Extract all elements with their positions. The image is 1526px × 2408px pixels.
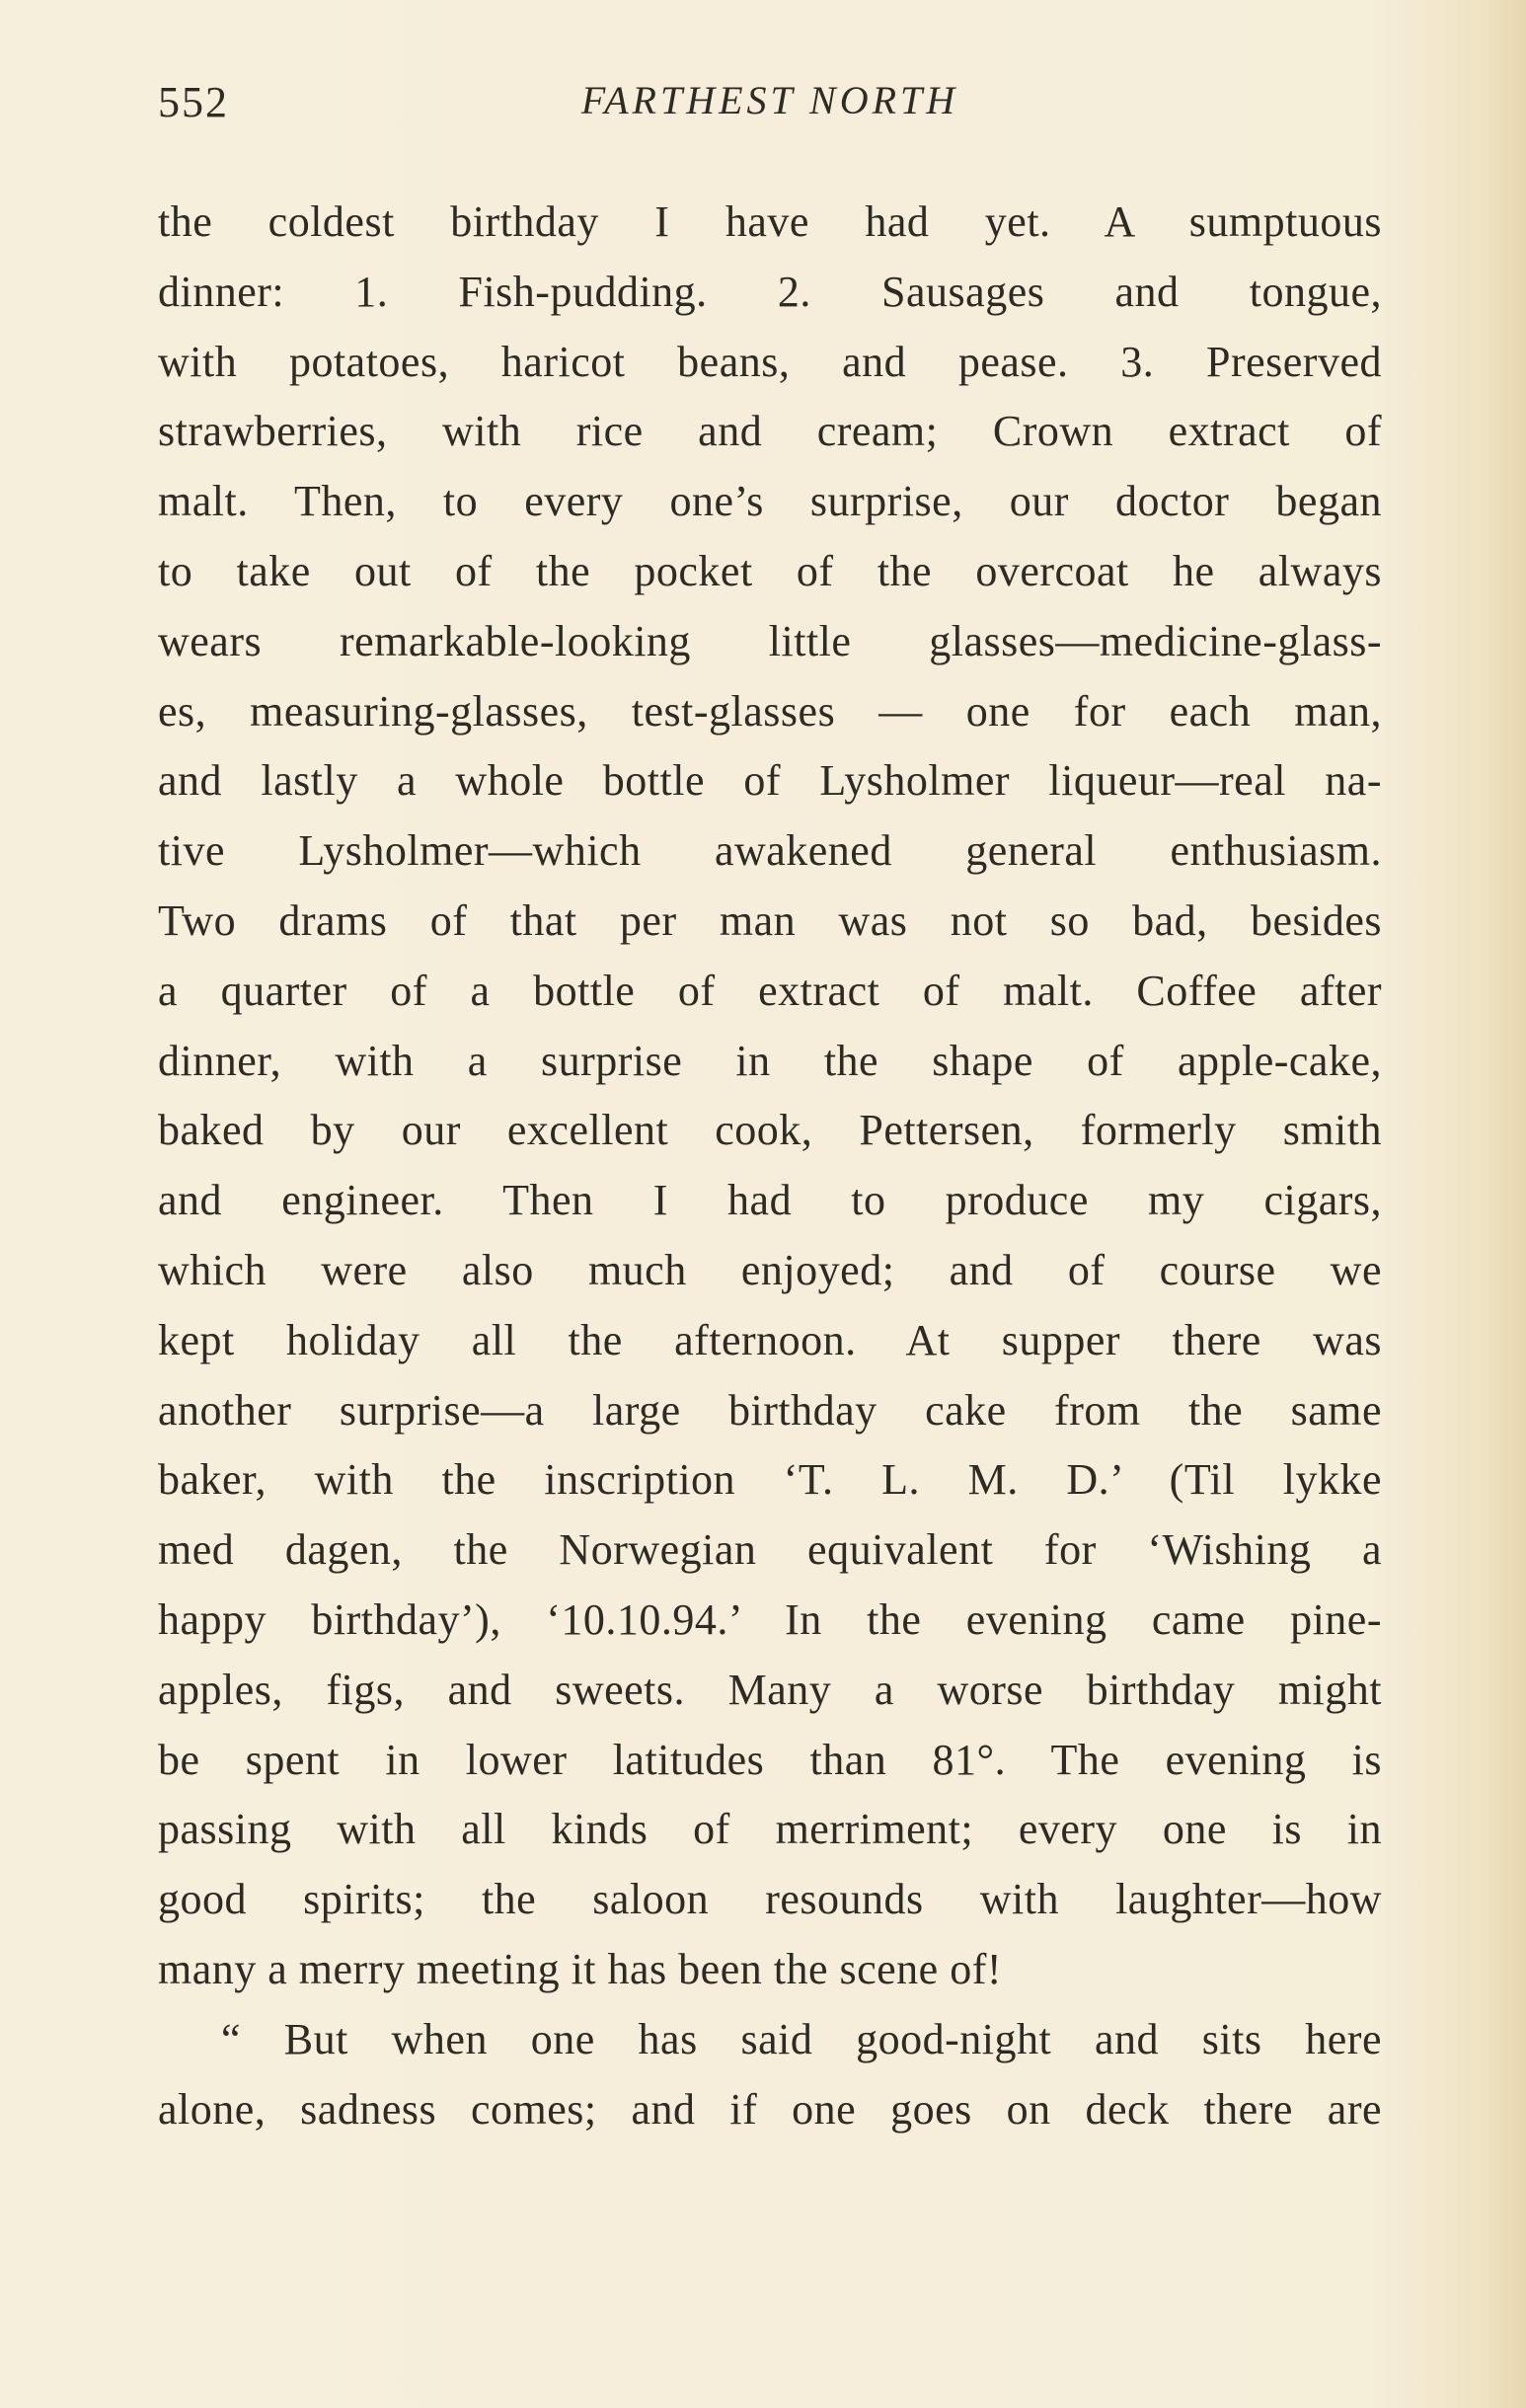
text-line: Two drams of that per man was not so bad, besides — [158, 895, 1382, 945]
text-line: dinner: 1. Fish-pudding. 2. Sausages and tongue, — [158, 267, 1382, 316]
text-line: and engineer. Then I had to produce my cigars, — [158, 1176, 1382, 1225]
text-line: a quarter of a bottle of extract of malt. Coffee after — [158, 966, 1382, 1015]
text-line: kept holiday all the afternoon. At supper there was — [158, 1315, 1382, 1364]
text-line: happy birthday’), ‘10.10.94.’ In the evening came pine- — [158, 1594, 1382, 1644]
text-line: another surprise—a large birthday cake from the same — [158, 1385, 1382, 1435]
page-header — [158, 77, 1382, 136]
text-line: strawberries, with rice and cream; Crown extract of — [158, 407, 1382, 456]
text-line: wears remarkable-looking little glasses—medicine-glass- — [158, 616, 1382, 665]
text-line: be spent in lower latitudes than 81°. The evening is — [158, 1735, 1382, 1784]
body-text — [158, 188, 1382, 2144]
text-line: “ But when one has said good-night and sits here — [221, 2014, 1382, 2063]
text-line: many a merry meeting it has been the scene of! — [158, 1944, 1003, 1993]
text-line: malt. Then, to every one’s surprise, our doctor began — [158, 477, 1382, 526]
text-line: med dagen, the Norwegian equivalent for ‘Wishing a — [158, 1525, 1382, 1575]
text-line: tive Lysholmer—which awakened general enthusiasm. — [158, 826, 1382, 876]
text-line: es, measuring-glasses, test-glasses — one for each man, — [158, 686, 1382, 736]
text-line: passing with all kinds of merriment; every one is in — [158, 1805, 1382, 1854]
text-line: baker, with the inscription ‘T. L. M. D.’ (Til lykke — [158, 1455, 1382, 1505]
text-line: good spirits; the saloon resounds with laughter—how — [158, 1875, 1382, 1924]
text-line: the coldest birthday I have had yet. A sumptuous — [158, 197, 1382, 246]
page-number: 552 — [158, 78, 229, 126]
text-line: alone, sadness comes; and if one goes on deck there are — [158, 2084, 1382, 2134]
text-line: to take out of the pocket of the overcoat he always — [158, 546, 1382, 595]
text-line: with potatoes, haricot beans, and pease. 3. Preserved — [158, 337, 1382, 386]
text-line: baked by our excellent cook, Pettersen, formerly smith — [158, 1106, 1382, 1155]
text-line: which were also much enjoyed; and of course we — [158, 1245, 1382, 1294]
text-line: apples, figs, and sweets. Many a worse birthday might — [158, 1665, 1382, 1714]
text-line: and lastly a whole bottle of Lysholmer liqueur—real na- — [158, 756, 1382, 806]
text-line: dinner, with a surprise in the shape of apple-cake, — [158, 1036, 1382, 1085]
running-head: FARTHEST NORTH — [580, 78, 959, 122]
